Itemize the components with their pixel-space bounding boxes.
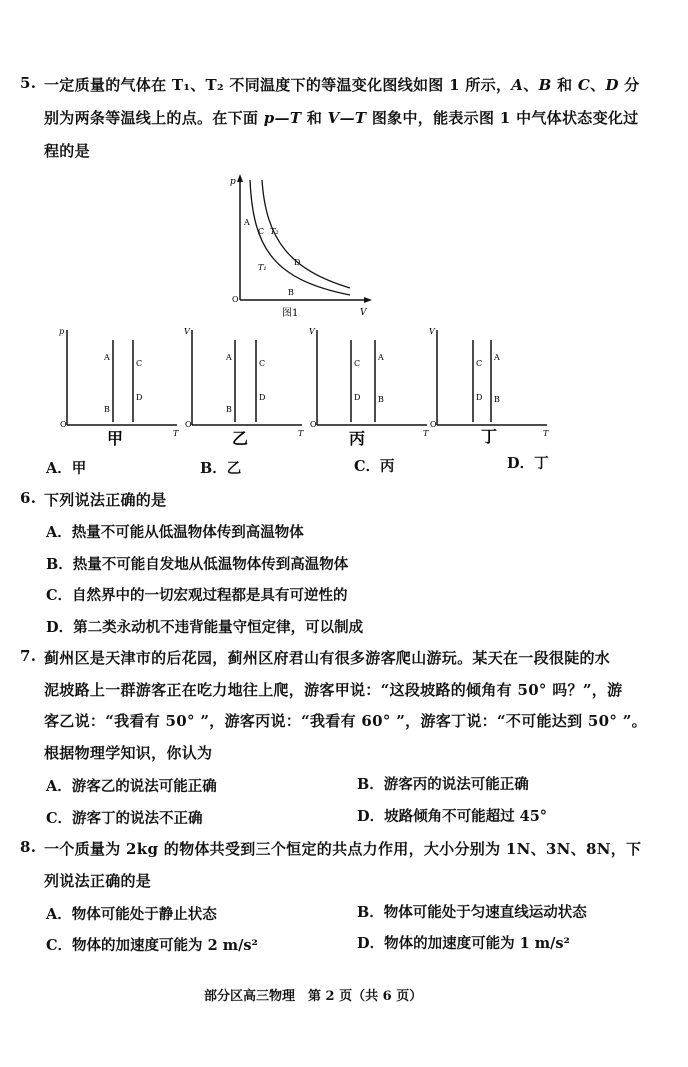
q5-line2-b: 和 [301,109,328,127]
graph-bing-t: T [423,429,429,438]
q7-option-d[interactable]: D．坡路倾角不可能超过 45° [357,808,548,825]
fig1-t2-label: T₂ [270,227,279,236]
q7-line4: 根据物理学知识，你认为 [44,744,213,762]
fig1-point-b: B [288,288,294,297]
fig1-p-arrow [237,174,243,182]
graph-ding-c: C [476,359,483,368]
q5-option-a[interactable]: A．甲 [46,460,87,477]
q5-and: 和 [551,76,578,94]
q5-sep: 、 [523,76,539,94]
q7-option-a[interactable]: A．游客乙的说法可能正确 [46,778,217,795]
graph-jia-d: D [136,393,143,402]
q5-option-c[interactable]: C．丙 [354,458,395,475]
q8-option-c[interactable]: C．物体的加速度可能为 2 m/s² [46,937,258,954]
q8-option-a[interactable]: A．物体可能处于静止状态 [46,906,217,923]
q6-option-b[interactable]: B．热量不可能自发地从低温物体传到高温物体 [46,556,349,573]
graph-jia-o: O [60,420,67,429]
q7-line1: 蓟州区是天津市的后花园，蓟州区府君山有很多游客爬山游玩。某天在一段很陡的水 [44,649,611,667]
graph-yi-label: 乙 [232,429,249,448]
q7-line3: 客乙说：“我看有 50° ”，游客丙说：“我看有 60° ”，游客丁说：“不可能达到 50° ”。 [44,712,647,730]
graph-yi-d: D [259,393,266,402]
q5-line2-a: 别为两条等温线上的点。在下面 [44,109,264,127]
graph-yi-c: C [259,359,266,368]
q6-number: 6. [20,489,37,507]
graph-ding-t: T [543,429,549,438]
graph-bing [305,322,435,448]
graph-ding-b: B [494,395,500,404]
q8-line2: 列说法正确的是 [44,872,152,890]
graph-yi-b: B [226,405,232,414]
graph-jia-c: C [136,359,143,368]
page-footer: 部分区高三物理 第 2 页（共 6 页） [204,989,423,1004]
graph-yi-a: A [226,353,232,362]
q8-option-d[interactable]: D．物体的加速度可能为 1 m/s² [357,935,570,952]
q5-pt-b: B [538,76,552,94]
q5-option-d[interactable]: D．丁 [507,455,549,472]
q7-number: 7. [20,647,37,665]
q6-option-d[interactable]: D．第二类永动机不违背能量守恒定律，可以制成 [46,619,364,636]
graph-yi [180,322,310,448]
graph-bing-b: B [378,395,384,404]
q5-pt-d: D [605,76,619,94]
q6-option-c[interactable]: C．自然界中的一切宏观过程都是具有可逆性的 [46,587,348,604]
graph-jia-b: B [104,405,110,414]
q5-line3: 程的是 [44,142,90,160]
fig1-v-arrow [364,297,372,303]
q5-pt-c: C [577,76,591,94]
graph-bing-d: D [354,393,361,402]
graph-jia-t: T [173,429,179,438]
graph-bing-label: 丙 [349,429,366,448]
fig1-point-c: C [258,227,265,236]
q5-option-b[interactable]: B．乙 [200,460,242,477]
q7-option-b[interactable]: B．游客丙的说法可能正确 [357,776,529,793]
fig1-p-label: p [230,177,236,187]
q6-option-a[interactable]: A．热量不可能从低温物体传到高温物体 [46,524,304,541]
fig1-caption: 图1 [282,308,299,319]
q5-pt-a: A [511,76,524,94]
graph-bing-a: A [378,353,384,362]
graph-ding-v: V [429,327,435,336]
fig1-point-a: A [244,218,250,227]
graph-ding-a: A [494,353,500,362]
graph-bing-o: O [310,420,317,429]
graph-bing-c: C [354,359,361,368]
graph-jia-p: p [59,327,65,336]
q5-pt-graph: p—T [263,109,302,127]
graph-ding-label: 丁 [481,427,498,446]
graph-yi-v: V [184,327,190,336]
graph-yi-o: O [185,420,192,429]
q7-line2: 泥坡路上一群游客正在吃力地往上爬，游客甲说：“这段坡路的倾角有 50° 吗？”，游 [44,681,623,699]
fig1-v-label: V [360,308,367,318]
graph-bing-v: V [309,327,315,336]
q8-line1: 一个质量为 2kg 的物体共受到三个恒定的共点力作用，大小分别为 1N、3N、8N，下 [44,840,642,858]
q5-sep2: 、 [590,76,606,94]
q5-line2 [44,107,638,128]
fig1-point-d: D [294,258,301,267]
q5-line1-end: 分 [618,76,640,94]
fig1-curve-t1 [250,180,350,295]
q5-vt-graph: V—T [327,109,367,127]
fig1-t1-label: T₁ [258,263,267,272]
figure-1 [220,170,380,320]
graph-jia-label: 甲 [107,429,124,448]
graph-ding [425,322,555,448]
q8-number: 8. [20,838,37,856]
q7-option-c[interactable]: C．游客丁的说法不正确 [46,810,203,827]
graph-ding-d: D [476,393,483,402]
graph-ding-o: O [430,420,437,429]
graph-yi-t: T [298,429,304,438]
q5-line1 [44,74,640,95]
q5-number: 5. [20,74,37,92]
fig1-origin: O [232,295,239,304]
q8-option-b[interactable]: B．物体可能处于匀速直线运动状态 [357,904,587,921]
q6-stem: 下列说法正确的是 [44,491,167,509]
q5-line2-c: 图象中，能表示图 1 中气体状态变化过 [366,109,639,127]
q5-line1-text: 一定质量的气体在 T₁、T₂ 不同温度下的等温变化图线如图 1 所示， [44,76,512,94]
graph-jia-a: A [104,353,110,362]
graph-jia [55,322,185,448]
